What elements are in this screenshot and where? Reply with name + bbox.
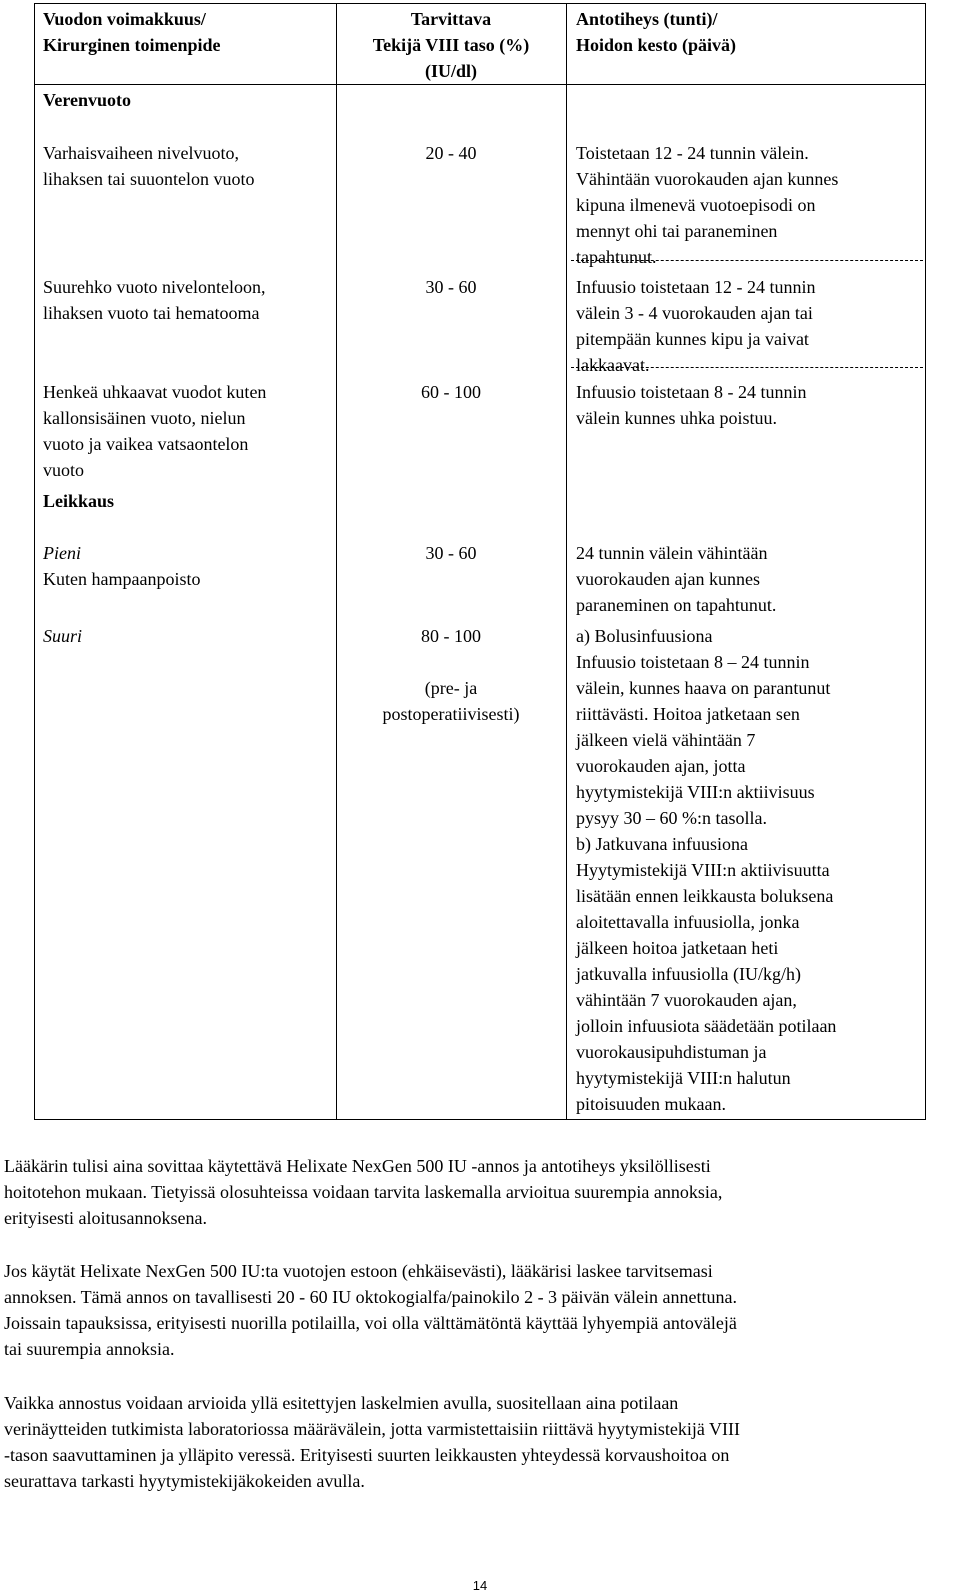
surgery-large-dosing-line19: pitoisuuden mukaan. [576, 1094, 726, 1114]
section-bleeding: Verenvuoto [43, 90, 132, 110]
header-frequency-line2: Hoidon kesto (päivä) [576, 35, 737, 55]
row1-dosing-line1: Toistetaan 12 - 24 tunnin välein. [576, 143, 809, 163]
dosage-table [34, 3, 926, 1120]
surgery-large-dosing-line11: lisätään ennen leikkausta boluksena [576, 886, 834, 906]
row3-label-line4: vuoto [43, 460, 85, 480]
row1-label-line1: Varhaisvaiheen nivelvuoto, [43, 143, 239, 163]
row3-dosing-line1: Infuusio toistetaan 8 - 24 tunnin [576, 382, 807, 402]
header-frequency-line1: Antotiheys (tunti)/ [576, 9, 718, 29]
surgery-large-dosing-line5: jälkeen vielä vähintään 7 [576, 730, 756, 750]
surgery-large-dosing-line2: Infuusio toistetaan 8 – 24 tunnin [576, 652, 810, 672]
row2-label-line2: lihaksen vuoto tai hematooma [43, 303, 260, 323]
table-header-divider [35, 84, 925, 85]
surgery-large-dosing-line7: hyytymistekijä VIII:n aktiivisuus [576, 782, 815, 802]
paragraph-2-line3: Joissain tapauksissa, erityisesti nuorilla potilailla, voi olla välttämätöntä käyttää lyhyempiä antovälejä [4, 1313, 737, 1333]
row2-dosing-line1: Infuusio toistetaan 12 - 24 tunnin [576, 277, 816, 297]
row1-dosing-line5: tapahtunut. [576, 247, 657, 267]
row3-dosing-line2: välein kunnes uhka poistuu. [576, 408, 777, 428]
surgery-large-dosing-line13: jälkeen hoitoa jatketaan heti [576, 938, 779, 958]
row2-dosing-line3: pitempään kunnes kipu ja vaivat [576, 329, 809, 349]
surgery-large-dosing-line8: pysyy 30 – 60 %:n tasolla. [576, 808, 767, 828]
surgery-small-label: Pieni [43, 543, 81, 563]
row3-label-line2: kallonsisäinen vuoto, nielun [43, 408, 246, 428]
row3-label-line3: vuoto ja vaikea vatsaontelon [43, 434, 249, 454]
row2-label-line1: Suurehko vuoto nivelonteloon, [43, 277, 266, 297]
surgery-large-level: 80 - 100 [421, 626, 481, 646]
surgery-large-dosing-line14: jatkuvalla infuusiolla (IU/kg/h) [576, 964, 801, 984]
surgery-large-label: Suuri [43, 626, 83, 646]
page-number: 14 [472, 1578, 488, 1593]
paragraph-3-line4: seurattava tarkasti hyytymistekijäkokeiden avulla. [4, 1471, 365, 1491]
row1-dosing-line2: Vähintään vuorokauden ajan kunnes [576, 169, 839, 189]
section-surgery: Leikkaus [43, 491, 115, 511]
paragraph-1-line1: Lääkärin tulisi aina sovittaa käytettävä Helixate NexGen 500 IU -annos ja antotiheys yksilöllisesti [4, 1156, 711, 1176]
surgery-large-dosing-line15: vähintään 7 vuorokauden ajan, [576, 990, 797, 1010]
surgery-large-note-line2: postoperatiivisesti) [382, 704, 520, 724]
surgery-small-dosing-line3: paraneminen on tapahtunut. [576, 595, 777, 615]
paragraph-1-line2: hoitotehon mukaan. Tietyissä olosuhteissa voidaan tarvita laskemalla arvioitua suurempia annoksia, [4, 1182, 723, 1202]
surgery-large-dosing-line9: b) Jatkuvana infuusiona [576, 834, 748, 854]
row3-label-line1: Henkeä uhkaavat vuodot kuten [43, 382, 267, 402]
surgery-large-dosing-line17: vuorokausipuhdistuman ja [576, 1042, 767, 1062]
surgery-large-dosing-line6: vuorokauden ajan, jotta [576, 756, 746, 776]
header-level-line3: (IU/dl) [424, 61, 477, 81]
row1-level: 20 - 40 [425, 143, 477, 163]
surgery-large-dosing-line12: aloitettavalla infuusiolla, jonka [576, 912, 800, 932]
row1-dosing-line3: kipuna ilmenevä vuotoepisodi on [576, 195, 816, 215]
row2-dosing-line4: lakkaavat. [576, 355, 650, 375]
surgery-large-dosing-line18: hyytymistekijä VIII:n halutun [576, 1068, 791, 1088]
surgery-large-dosing-line16: jolloin infuusiota säädetään potilaan [576, 1016, 837, 1036]
surgery-small-example: Kuten hampaanpoisto [43, 569, 201, 589]
surgery-large-dosing-line1: a) Bolusinfuusiona [576, 626, 713, 646]
surgery-small-dosing-line2: vuorokauden ajan kunnes [576, 569, 760, 589]
paragraph-3-line3: -tason saavuttaminen ja ylläpito veressä. Erityisesti suurten leikkausten yhteydessä korvaushoitoa on [4, 1445, 730, 1465]
paragraph-2-line1: Jos käytät Helixate NexGen 500 IU:ta vuotojen estoon (ehkäisevästi), lääkärisi laskee tarvitsemasi [4, 1261, 713, 1281]
header-level-line1: Tarvittava [410, 9, 492, 29]
surgery-large-note-line1: (pre- ja [424, 678, 478, 698]
row1-label-line2: lihaksen tai suuontelon vuoto [43, 169, 255, 189]
surgery-large-dosing-line4: riittävästi. Hoitoa jatketaan sen [576, 704, 800, 724]
header-severity-line1: Vuodon voimakkuus/ [43, 9, 206, 29]
paragraph-3-line1: Vaikka annostus voidaan arvioida yllä esitettyjen laskelmien avulla, suositellaan aina potilaan [4, 1393, 679, 1413]
row2-level: 30 - 60 [425, 277, 477, 297]
row3-level: 60 - 100 [421, 382, 481, 402]
header-level-line2: Tekijä VIII taso (%) [372, 35, 530, 55]
paragraph-3-line2: verinäytteiden tutkimista laboratoriossa määrävälein, jotta varmistettaisiin riittävä hyytymistekijä VIII [4, 1419, 740, 1439]
paragraph-2-line2: annoksen. Tämä annos on tavallisesti 20 - 60 IU oktokogialfa/painokilo 2 - 3 päivän välein annettuna. [4, 1287, 737, 1307]
surgery-small-level: 30 - 60 [425, 543, 477, 563]
surgery-large-dosing-line3: välein, kunnes haava on parantunut [576, 678, 831, 698]
surgery-large-dosing-line10: Hyytymistekijä VIII:n aktiivisuutta [576, 860, 830, 880]
paragraph-1-line3: erityisesti aloitusannoksena. [4, 1208, 207, 1228]
header-severity-line2: Kirurginen toimenpide [43, 35, 221, 55]
paragraph-2-line4: tai suurempia annoksia. [4, 1339, 175, 1359]
surgery-small-dosing-line1: 24 tunnin välein vähintään [576, 543, 768, 563]
row1-dosing-line4: mennyt ohi tai paraneminen [576, 221, 778, 241]
row2-dosing-line2: välein 3 - 4 vuorokauden ajan tai [576, 303, 813, 323]
